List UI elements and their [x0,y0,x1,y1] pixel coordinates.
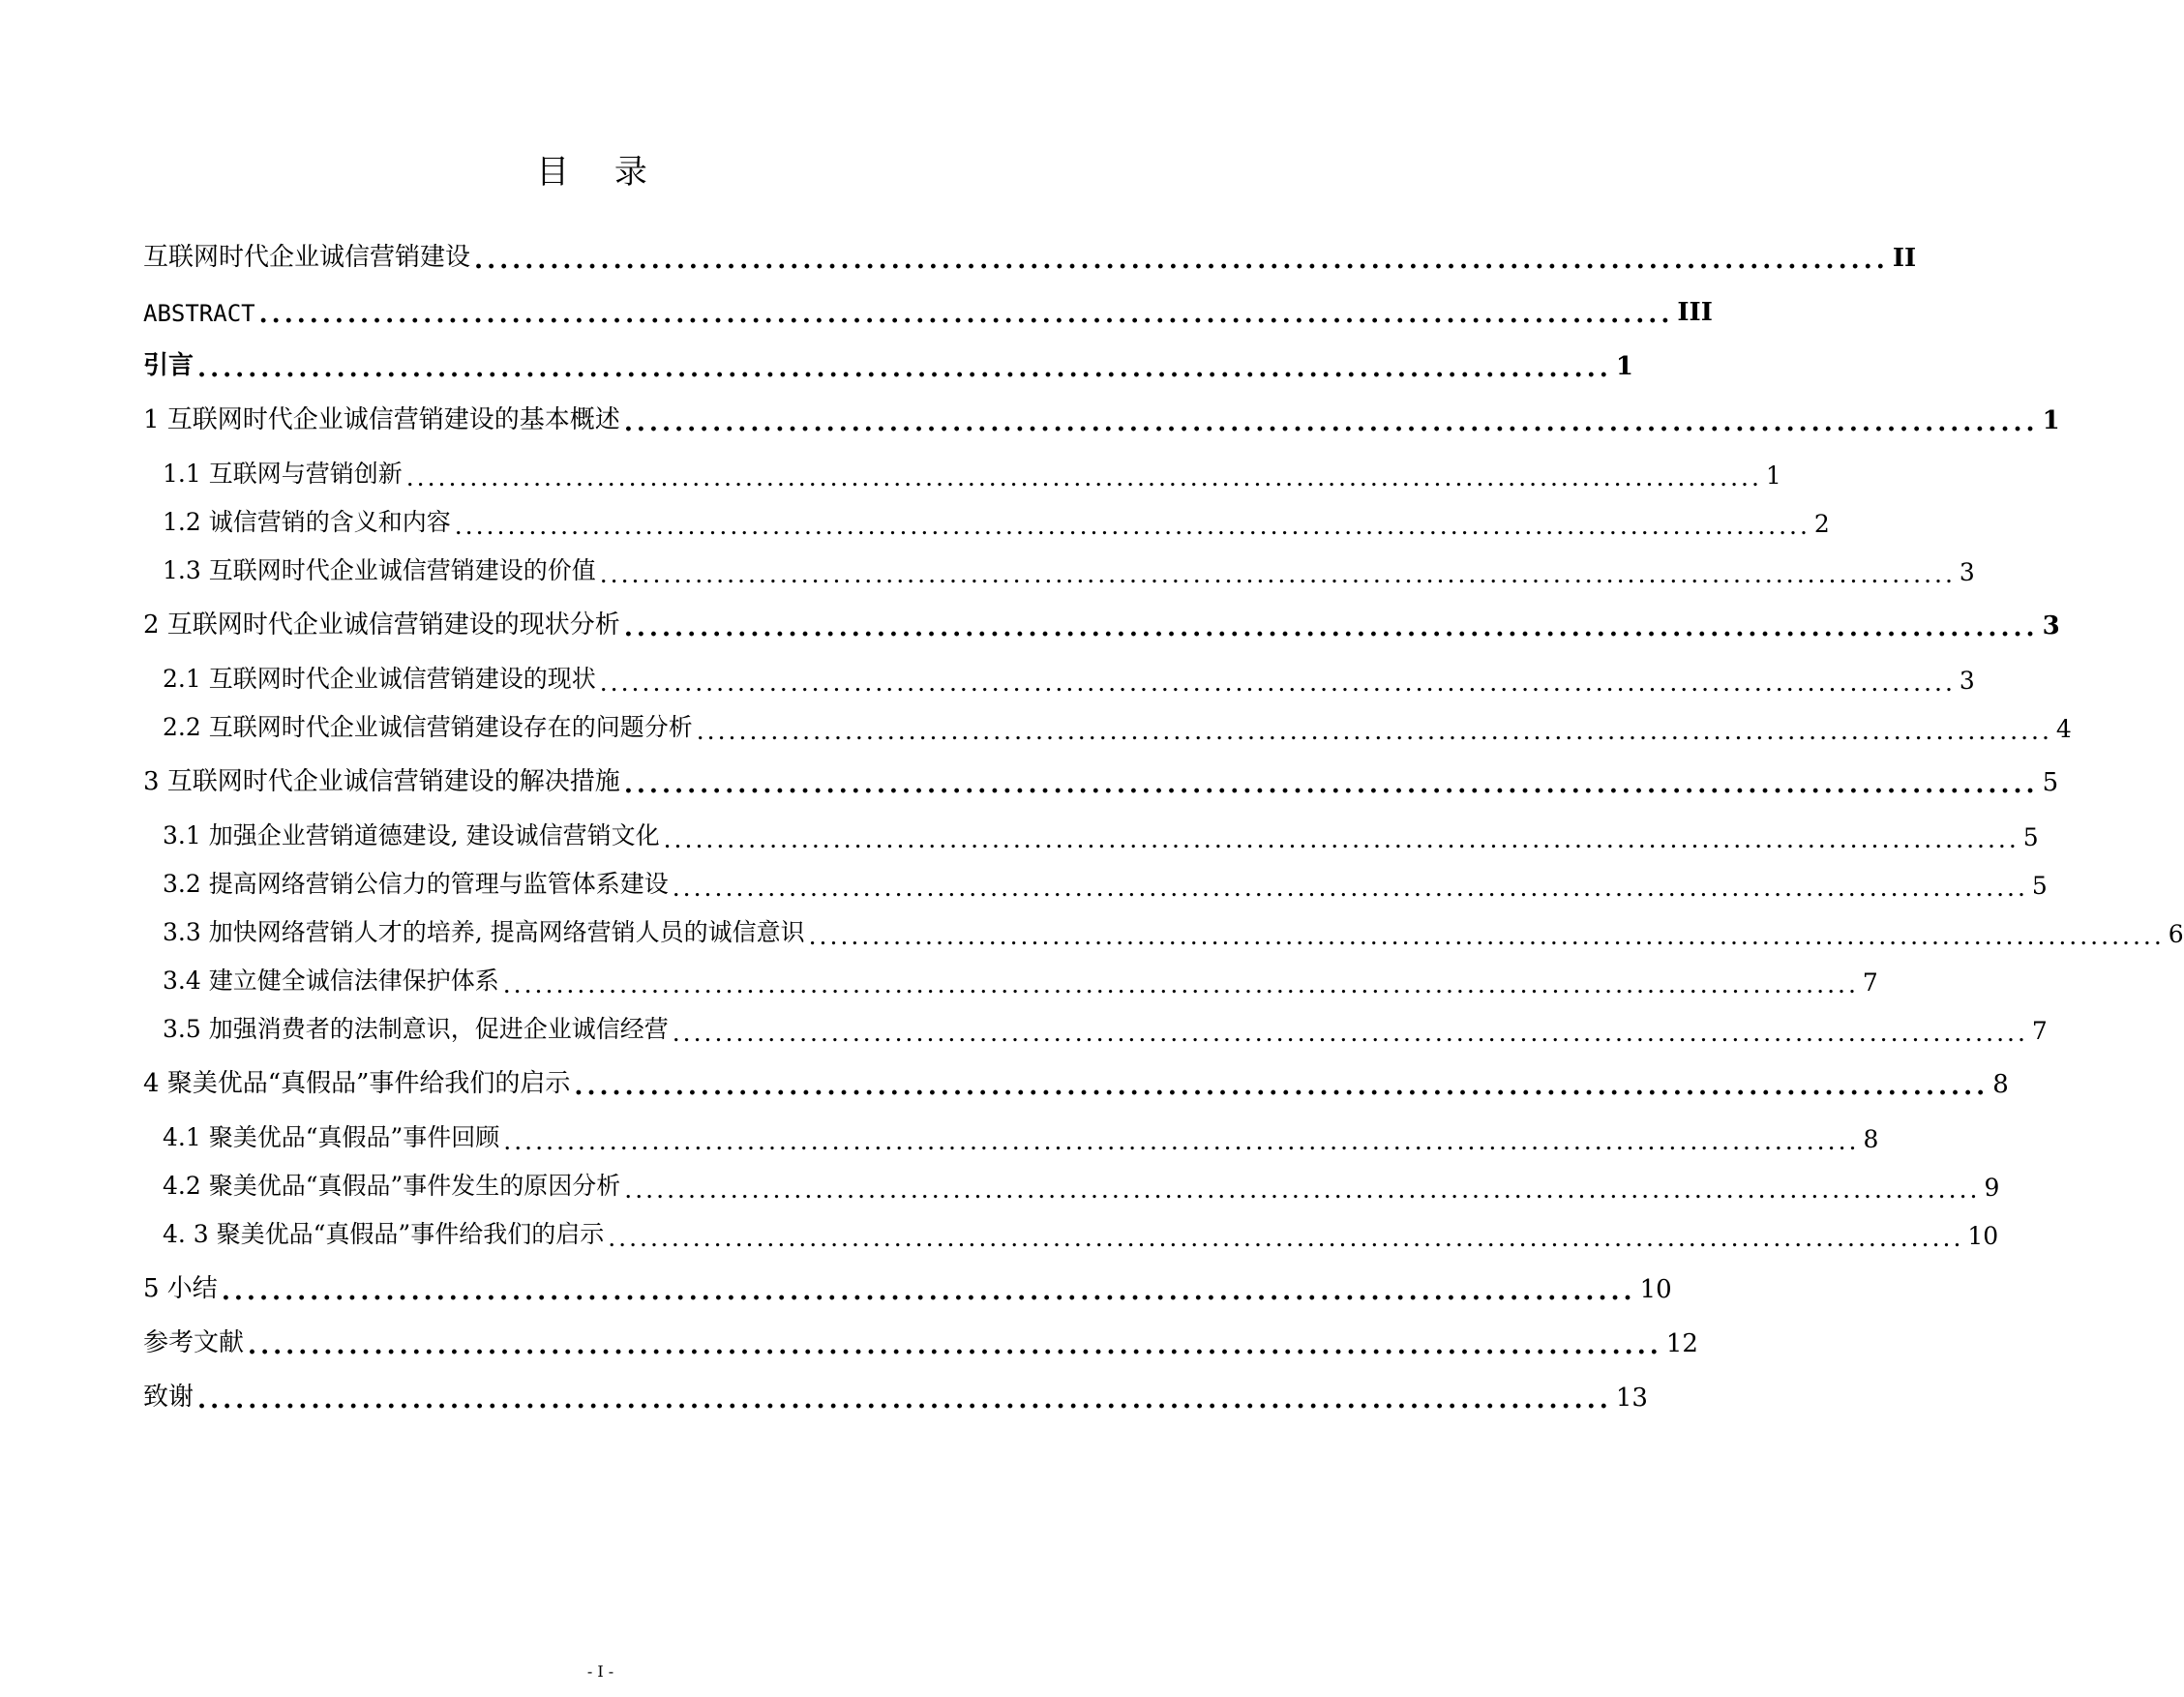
toc-entry-acknowledgements[interactable] [143,1374,1648,1414]
toc-entry-label: 2.2 互联网时代企业诚信营销建设存在的问题分析 [163,713,693,741]
toc-entry-label: 4.1 聚美优品“真假品”事件回顾 [163,1123,500,1151]
toc-leader-dots: ................................................................................................................................ [503,1127,1860,1155]
toc-leader-dots: ................................................................................................................ [623,408,2039,437]
toc-entry-label: 1.3 互联网时代企业诚信营销建设的价值 [163,556,596,584]
toc-leader-dots: ................................................................................................................................ [405,463,1762,491]
toc-leader-dots: ................................................................................................................................ [599,669,1956,697]
toc-entry-page: 7 [2031,1017,2048,1045]
toc-entry-label: 参考文献 [143,1328,245,1357]
toc-entry-page: 2 [1813,510,1830,538]
toc-entry-3-1[interactable] [163,813,2039,853]
toc-entry-label: 1 互联网时代企业诚信营销建设的基本概述 [143,405,620,434]
toc-leader-dots: ................................................................................................................................ [696,717,2052,745]
toc-leader-dots: ................................................................................................................ [623,770,2039,799]
toc-entry-page: 12 [1665,1329,1698,1358]
toc-entry-label: 4 聚美优品“真假品”事件给我们的启示 [143,1069,571,1098]
toc-leader-dots: ................................................................................................................ [258,300,1674,329]
toc-entry-label: 1.2 诚信营销的含义和内容 [163,508,451,536]
toc-entry-label: 3.1 加强企业营销道德建设, 建设诚信营销文化 [163,821,660,849]
toc-entry-4-3[interactable] [163,1211,1999,1252]
toc-entry-label: 2 互联网时代企业诚信营销建设的现状分析 [143,610,620,640]
toc-entry-label: 2.1 互联网时代企业诚信营销建设的现状 [163,665,596,693]
toc-entry-page: 5 [2022,823,2039,851]
toc-entry-label: 1.1 互联网与营销创新 [163,460,403,488]
toc-entry-label: 3.3 加快网络营销人才的培养, 提高网络营销人员的诚信意识 [163,918,805,946]
toc-entry-3-2[interactable] [163,861,2048,902]
toc-leader-dots: ................................................................................................................................ [502,970,1859,998]
toc-entry-abstract[interactable] [143,288,1713,329]
toc-leader-dots: ................................................................................................................ [474,246,1889,275]
toc-entry-label: 4.2 聚美优品“真假品”事件发生的原因分析 [163,1172,621,1200]
toc-entry-label: 4. 3 聚美优品“真假品”事件给我们的启示 [163,1220,605,1248]
toc-leader-dots: ................................................................................................................ [623,613,2039,642]
page-title: 目 录 [536,153,665,192]
toc-entry-3-3[interactable] [163,909,2184,950]
toc-entry-4-1[interactable] [163,1115,1879,1155]
toc-entry-label: 互联网时代企业诚信营销建设 [143,243,471,272]
toc-entry-page: 7 [1862,968,1878,997]
toc-entry-page: 1 [2042,406,2060,435]
toc-entry-2-1[interactable] [163,656,1975,697]
toc-entry-page: II [1892,244,1917,273]
toc-entry-page: 5 [2042,768,2059,797]
toc-entry-label: 5 小结 [143,1274,218,1303]
toc-entry-label: 3.4 建立健全诚信法律保护体系 [163,967,499,995]
toc-entry-4-2[interactable] [163,1163,2000,1204]
toc-entry-page: 3 [2042,611,2060,640]
toc-leader-dots: ................................................................................................................ [248,1331,1662,1360]
toc-entry-chapter-1[interactable] [143,397,2060,437]
toc-leader-dots: ................................................................................................................................ [608,1224,1964,1252]
toc-entry-chinese-abstract[interactable] [143,234,1917,275]
toc-entry-page: 8 [1992,1070,2009,1099]
toc-entry-chapter-2[interactable] [143,602,2060,642]
toc-leader-dots: ................................................................................................................................ [672,1019,2028,1047]
toc-entry-label: 3.5 加强消费者的法制意识，促进企业诚信经营 [163,1015,669,1043]
toc-entry-chapter-5[interactable] [143,1265,1672,1306]
toc-entry-references[interactable] [143,1320,1698,1360]
toc-entry-page: 13 [1615,1384,1648,1413]
toc-leader-dots: ................................................................................................................................ [454,512,1810,540]
toc-entry-introduction[interactable] [143,342,1633,383]
toc-entry-page: 1 [1765,461,1781,490]
toc-entry-page: III [1677,298,1713,327]
toc-entry-chapter-3[interactable] [143,759,2059,799]
toc-entry-3-5[interactable] [163,1006,2048,1047]
toc-entry-page: 3 [1959,558,1975,586]
toc-entry-label: 3 互联网时代企业诚信营销建设的解决措施 [143,767,620,796]
toc-entry-label: 引言 [143,351,194,380]
toc-leader-dots: ................................................................................................................................ [599,560,1956,588]
toc-leader-dots: ................................................................................................................................ [663,825,2019,853]
toc-leader-dots: ................................................................................................................................ [672,874,2028,902]
toc-entry-page: 6 [2168,920,2184,948]
toc-entry-1-2[interactable] [163,499,1830,540]
toc-entry-label: ABSTRACT [143,300,255,327]
toc-entry-page: 3 [1959,667,1975,695]
toc-entry-page: 5 [2031,872,2048,900]
toc-entry-3-4[interactable] [163,958,1878,998]
toc-entry-page: 1 [1615,352,1633,381]
toc-leader-dots: ................................................................................................................ [197,1385,1612,1414]
toc-entry-chapter-4[interactable] [143,1060,2009,1101]
toc-entry-page: 4 [2055,715,2072,743]
toc-entry-1-3[interactable] [163,548,1975,588]
toc-leader-dots: ................................................................................................................ [221,1277,1636,1306]
page-number-footer: - I - [586,1662,614,1681]
toc-entry-1-1[interactable] [163,451,1781,491]
toc-leader-dots: ................................................................................................................ [574,1072,1990,1101]
toc-entry-2-2[interactable] [163,704,2072,745]
toc-entry-label: 致谢 [143,1383,194,1412]
toc-entry-page: 10 [1639,1275,1672,1304]
toc-entry-label: 3.2 提高网络营销公信力的管理与监管体系建设 [163,870,669,898]
toc-entry-page: 9 [1984,1174,2000,1202]
toc-entry-page: 10 [1967,1222,1999,1250]
toc-leader-dots: ................................................................................................................ [197,354,1612,383]
toc-leader-dots: ................................................................................................................................ [624,1176,1981,1204]
toc-entry-page: 8 [1863,1125,1879,1153]
toc-leader-dots: ................................................................................................................................ [808,922,2165,950]
